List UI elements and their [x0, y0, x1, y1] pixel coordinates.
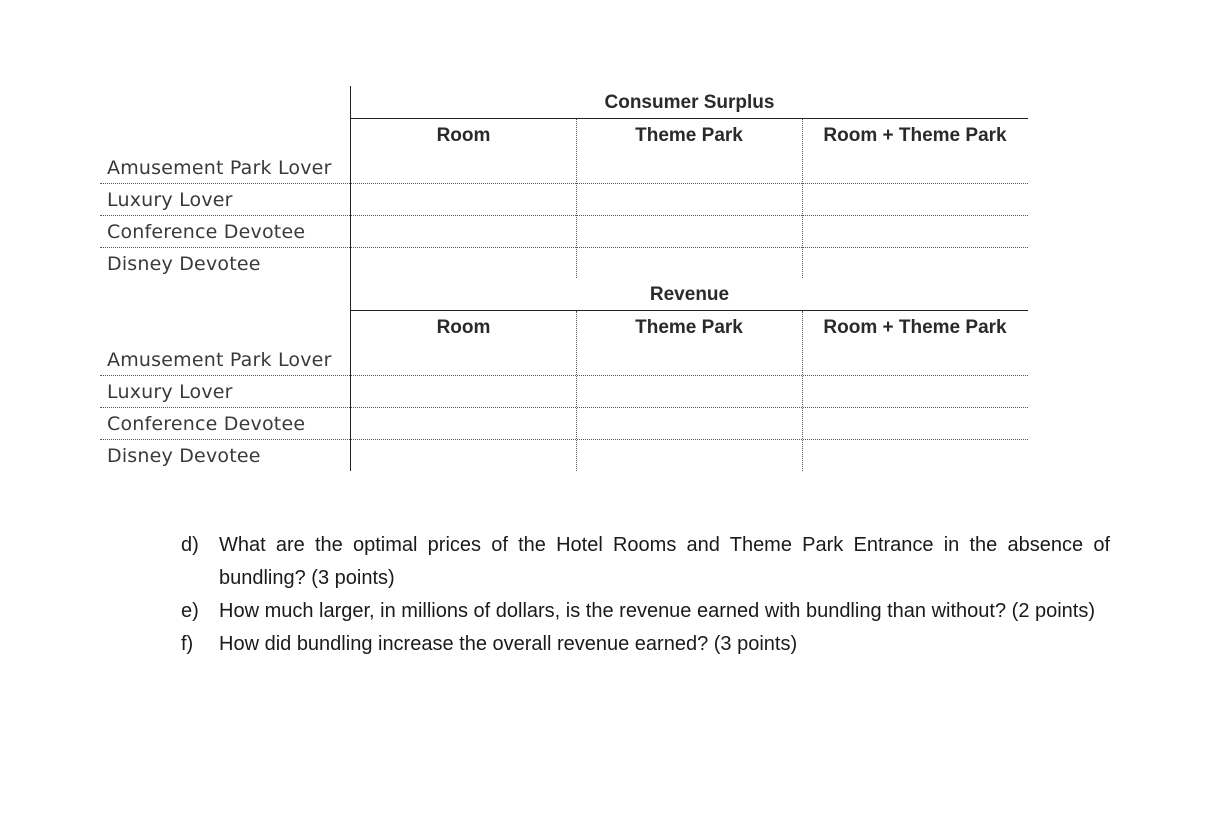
header-rule: [351, 118, 1028, 119]
column-header-theme-park: Theme Park: [635, 125, 743, 146]
table-title-row: [351, 86, 1028, 118]
row-label-disney-devotee: Disney Devotee: [107, 253, 261, 275]
question-text: How did bundling increase the overall revenue earned? (3 points): [219, 633, 798, 655]
question-item: [175, 595, 1110, 628]
question-label: f): [181, 633, 194, 655]
row-label-luxury-lover: Luxury Lover: [107, 189, 233, 211]
column-divider: [802, 119, 803, 278]
row-label-amusement-park-lover: Amusement Park Lover: [107, 349, 332, 371]
question-text: How much larger, in millions of dollars, is the revenue earned with bundling than without? (2 points): [219, 600, 1096, 622]
row-label-disney-devotee: Disney Devotee: [107, 445, 261, 467]
column-header-room: Room: [436, 317, 491, 338]
column-header-room: Room: [436, 125, 491, 146]
question-label: d): [181, 534, 199, 556]
question-list: [175, 529, 1110, 661]
column-header-room-theme-park: Room + Theme Park: [823, 125, 1007, 146]
header-rule: [351, 310, 1028, 311]
column-divider: [576, 119, 577, 278]
row-label-conference-devotee: Conference Devotee: [107, 221, 306, 243]
column-header-room-theme-park: Room + Theme Park: [823, 317, 1007, 338]
question-label: e): [181, 600, 199, 622]
row-label-luxury-lover: Luxury Lover: [107, 381, 233, 403]
column-header-theme-park: Theme Park: [635, 317, 743, 338]
question-item: [175, 529, 1110, 595]
table-title: Revenue: [649, 284, 730, 305]
row-label-amusement-park-lover: Amusement Park Lover: [107, 157, 332, 179]
row-divider: [100, 183, 1028, 184]
column-divider: [802, 311, 803, 471]
column-divider: [576, 311, 577, 471]
row-divider: [100, 375, 1028, 376]
table-title: Consumer Surplus: [604, 92, 775, 113]
question-text: What are the optimal prices of the Hotel Rooms and Theme Park Entrance in the absence of bundling? (3 points): [219, 534, 1110, 589]
row-label-conference-devotee: Conference Devotee: [107, 413, 306, 435]
table-title-row: [351, 278, 1028, 310]
question-item: [175, 628, 1110, 661]
